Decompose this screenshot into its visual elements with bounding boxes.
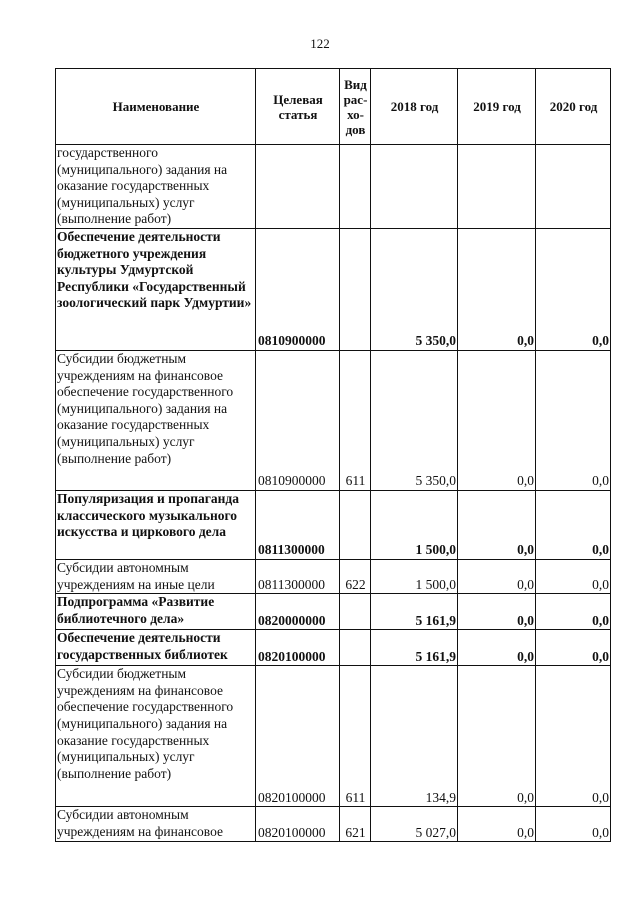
- cell-2018: 5 350,0: [371, 351, 458, 491]
- cell-kind: [340, 145, 371, 229]
- cell-target: 0810900000: [256, 229, 340, 351]
- header-year-2018: 2018 год: [371, 69, 458, 145]
- cell-kind: 621: [340, 807, 371, 842]
- table-row: [56, 807, 611, 842]
- cell-name: Обеспечение деятельности государственных библиотек: [56, 630, 256, 666]
- cell-2020: 0,0: [536, 666, 611, 807]
- cell-2018: 5 161,9: [371, 594, 458, 630]
- cell-name: Субсидии бюджетным учреждениям на финансовое обеспечение государственного (муниципального) задания на оказание государственных (муниципальных) услуг (выполнение работ): [56, 351, 256, 491]
- cell-target: 0810900000: [256, 351, 340, 491]
- cell-2018: 5 027,0: [371, 807, 458, 842]
- cell-target: [256, 145, 340, 229]
- table-row: [56, 666, 611, 807]
- cell-2020: 0,0: [536, 491, 611, 560]
- budget-table: [55, 68, 611, 842]
- cell-name: Субсидии бюджетным учреждениям на финансовое обеспечение государственного (муниципального) задания на оказание государственных (муниципальных) услуг (выполнение работ): [56, 666, 256, 807]
- cell-2020: 0,0: [536, 594, 611, 630]
- cell-2019: 0,0: [458, 229, 536, 351]
- cell-target: 0811300000: [256, 560, 340, 594]
- cell-target: 0820100000: [256, 630, 340, 666]
- header-name: Наименование: [56, 69, 256, 145]
- page-number: 122: [310, 36, 330, 51]
- header-year-2020: 2020 год: [536, 69, 611, 145]
- cell-2018: 134,9: [371, 666, 458, 807]
- cell-2019: 0,0: [458, 491, 536, 560]
- cell-2019: 0,0: [458, 666, 536, 807]
- cell-2019: 0,0: [458, 630, 536, 666]
- cell-target: 0820000000: [256, 594, 340, 630]
- cell-2019: 0,0: [458, 351, 536, 491]
- cell-2018: 1 500,0: [371, 491, 458, 560]
- cell-2019: 0,0: [458, 807, 536, 842]
- cell-2020: 0,0: [536, 560, 611, 594]
- cell-name: Подпрограмма «Развитие библиотечного дела»: [56, 594, 256, 630]
- cell-name: Популяризация и пропаганда классического музыкального искусства и циркового дела: [56, 491, 256, 560]
- cell-2018: [371, 145, 458, 229]
- cell-2020: 0,0: [536, 351, 611, 491]
- cell-name: государственного (муниципального) задания на оказание государственных (муниципальных) услуг (выполнение работ): [56, 145, 256, 229]
- table-row: [56, 560, 611, 594]
- cell-name: Субсидии автономным учреждениям на финансовое: [56, 807, 256, 842]
- cell-name: Субсидии автономным учреждениям на иные цели: [56, 560, 256, 594]
- cell-2020: [536, 145, 611, 229]
- table-row: [56, 229, 611, 351]
- cell-target: 0820100000: [256, 807, 340, 842]
- table-row: [56, 630, 611, 666]
- cell-2019: 0,0: [458, 560, 536, 594]
- cell-kind: 611: [340, 351, 371, 491]
- table-row: [56, 491, 611, 560]
- header-target-article: Целевая статья: [256, 69, 340, 145]
- cell-2020: 0,0: [536, 630, 611, 666]
- cell-2020: 0,0: [536, 229, 611, 351]
- table-header-row: [56, 69, 611, 145]
- cell-target: 0820100000: [256, 666, 340, 807]
- table-row: [56, 594, 611, 630]
- cell-kind: [340, 229, 371, 351]
- cell-kind: [340, 630, 371, 666]
- table-row: [56, 145, 611, 229]
- cell-name: Обеспечение деятельности бюджетного учреждения культуры Удмуртской Республики «Государственный зоологический парк Удмуртии»: [56, 229, 256, 351]
- cell-2019: [458, 145, 536, 229]
- cell-2018: 5 350,0: [371, 229, 458, 351]
- cell-2018: 5 161,9: [371, 630, 458, 666]
- cell-2019: 0,0: [458, 594, 536, 630]
- cell-kind: 622: [340, 560, 371, 594]
- header-year-2019: 2019 год: [458, 69, 536, 145]
- cell-kind: 611: [340, 666, 371, 807]
- cell-2018: 1 500,0: [371, 560, 458, 594]
- cell-kind: [340, 491, 371, 560]
- cell-kind: [340, 594, 371, 630]
- table-row: [56, 351, 611, 491]
- header-expense-kind: Вид рас-хо-дов: [340, 69, 371, 145]
- cell-2020: 0,0: [536, 807, 611, 842]
- cell-target: 0811300000: [256, 491, 340, 560]
